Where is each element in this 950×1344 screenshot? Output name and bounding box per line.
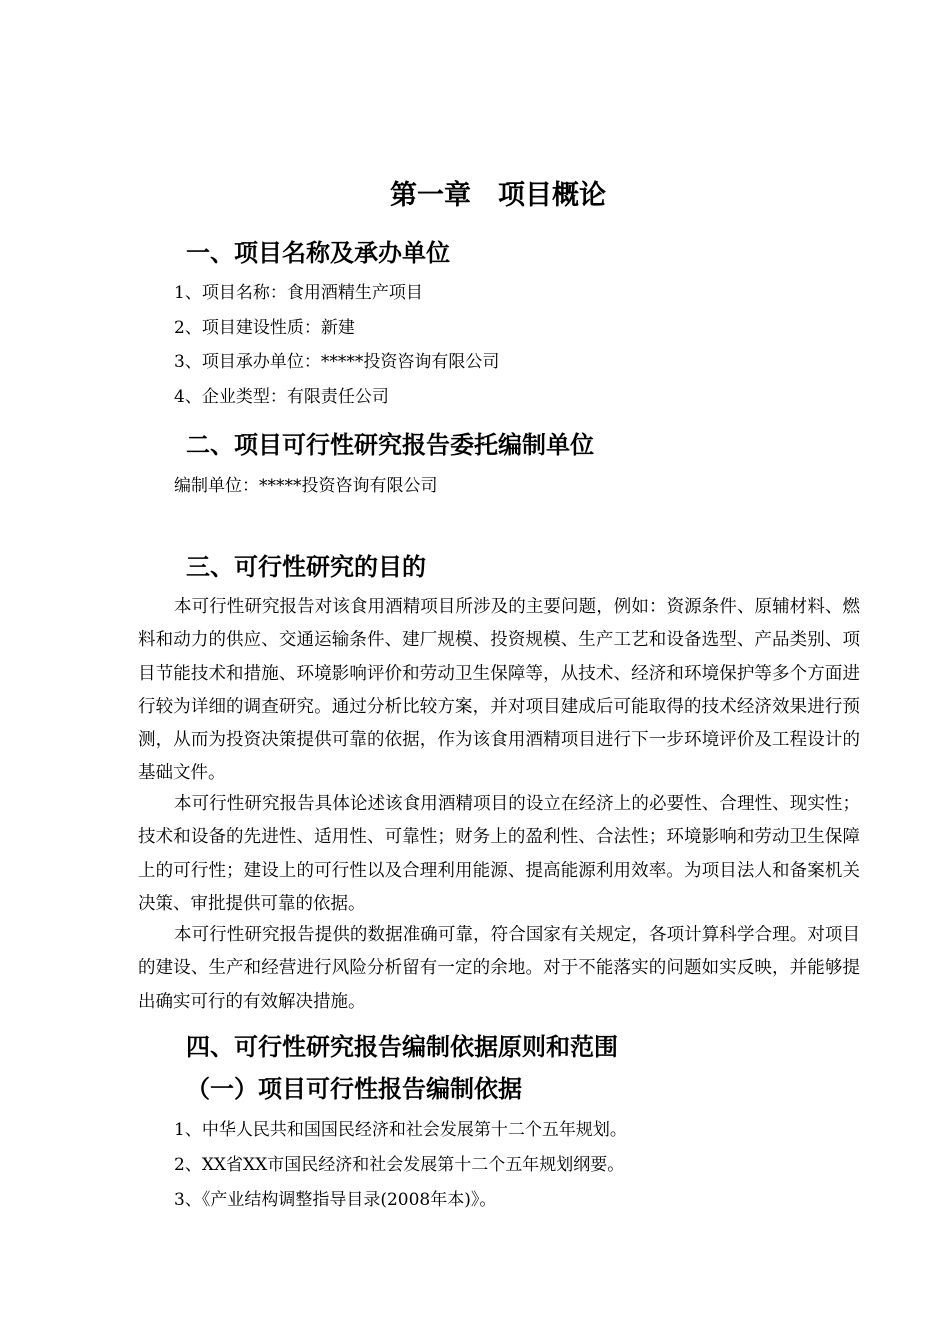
section-heading-4: 四、可行性研究报告编制依据原则和范围 bbox=[186, 1033, 618, 1061]
list-item: 2、XX省XX市国民经济和社会发展第十二个五年规划纲要。 bbox=[174, 1155, 625, 1175]
list-item: 3、项目承办单位：*****投资咨询有限公司 bbox=[174, 352, 500, 372]
list-item: 4、企业类型：有限责任公司 bbox=[174, 387, 389, 407]
paragraph: 本可行性研究报告对该食用酒精项目所涉及的主要问题，例如：资源条件、原辅材料、燃料和动力的供应、交通运输条件、建厂规模、投资规模、生产工艺和设备选型、产品类别、项目节能技术和措施、环境影响评价和劳动卫生保障等，从技术、经济和环境保护等多个方面进行较为详细的调查研究。通过分析比较方案，并对项目建成后可能取得的技术经济效果进行预测，从而为投资决策提供可靠的依据，作为该食用酒精项目进行下一步环境评价及工程设计的基础文件。 bbox=[138, 597, 860, 784]
list-item: 2、项目建设性质：新建 bbox=[174, 318, 355, 338]
paragraph: 本可行性研究报告提供的数据准确可靠，符合国家有关规定，各项计算科学合理。对项目的建设、生产和经营进行风险分析留有一定的余地。对于不能落实的问题如实反映，并能够提出确实可行的有效解决措施。 bbox=[138, 925, 860, 1012]
section-heading-1: 一、项目名称及承办单位 bbox=[186, 239, 450, 267]
section-heading-3: 三、可行性研究的目的 bbox=[186, 553, 426, 581]
paragraph: 本可行性研究报告具体论述该食用酒精项目的设立在经济上的必要性、合理性、现实性；技术和设备的先进性、适用性、可靠性；财务上的盈利性、合法性；环境影响和劳动卫生保障上的可行性；建设上的可行性以及合理利用能源、提高能源利用效率。为项目法人和备案机关决策、审批提供可靠的依据。 bbox=[138, 794, 860, 914]
section-heading-2: 二、项目可行性研究报告委托编制单位 bbox=[186, 431, 594, 459]
chapter-title: 第一章 项目概论 bbox=[390, 180, 606, 211]
list-item: 1、中华人民共和国国民经济和社会发展第十二个五年规划。 bbox=[174, 1120, 627, 1140]
list-item: 1、项目名称：食用酒精生产项目 bbox=[174, 283, 423, 303]
subsection-heading: （一）项目可行性报告编制依据 bbox=[186, 1075, 522, 1103]
list-item: 3、《产业结构调整指导目录(2008年本)》。 bbox=[174, 1190, 497, 1210]
compiler-line: 编制单位：*****投资咨询有限公司 bbox=[174, 476, 438, 496]
